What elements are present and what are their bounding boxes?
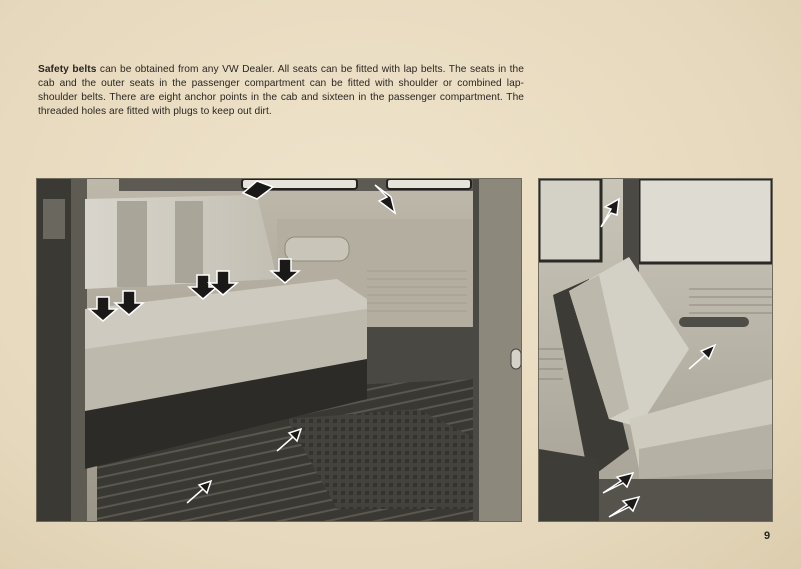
rear-bench-seat-photo xyxy=(36,178,522,522)
rear-bench-seat-illustration xyxy=(37,179,521,521)
cab-seat-photo xyxy=(538,178,773,522)
paragraph-lead: Safety belts xyxy=(38,64,97,76)
safety-belts-paragraph xyxy=(38,63,524,119)
page-number: 9 xyxy=(764,530,771,542)
paragraph-body: can be obtained from any VW Dealer. All seats can be fitted with lap belts. The seats in the cab and the outer seats in the passenger compartment can be fitted with shoulder or combined lap-shoulder belts. There are eight anchor points in the cab and sixteen in the passenger compartment. The threaded holes are fitted with plugs to keep out dirt. xyxy=(38,64,524,118)
cab-seat-illustration xyxy=(539,179,772,521)
